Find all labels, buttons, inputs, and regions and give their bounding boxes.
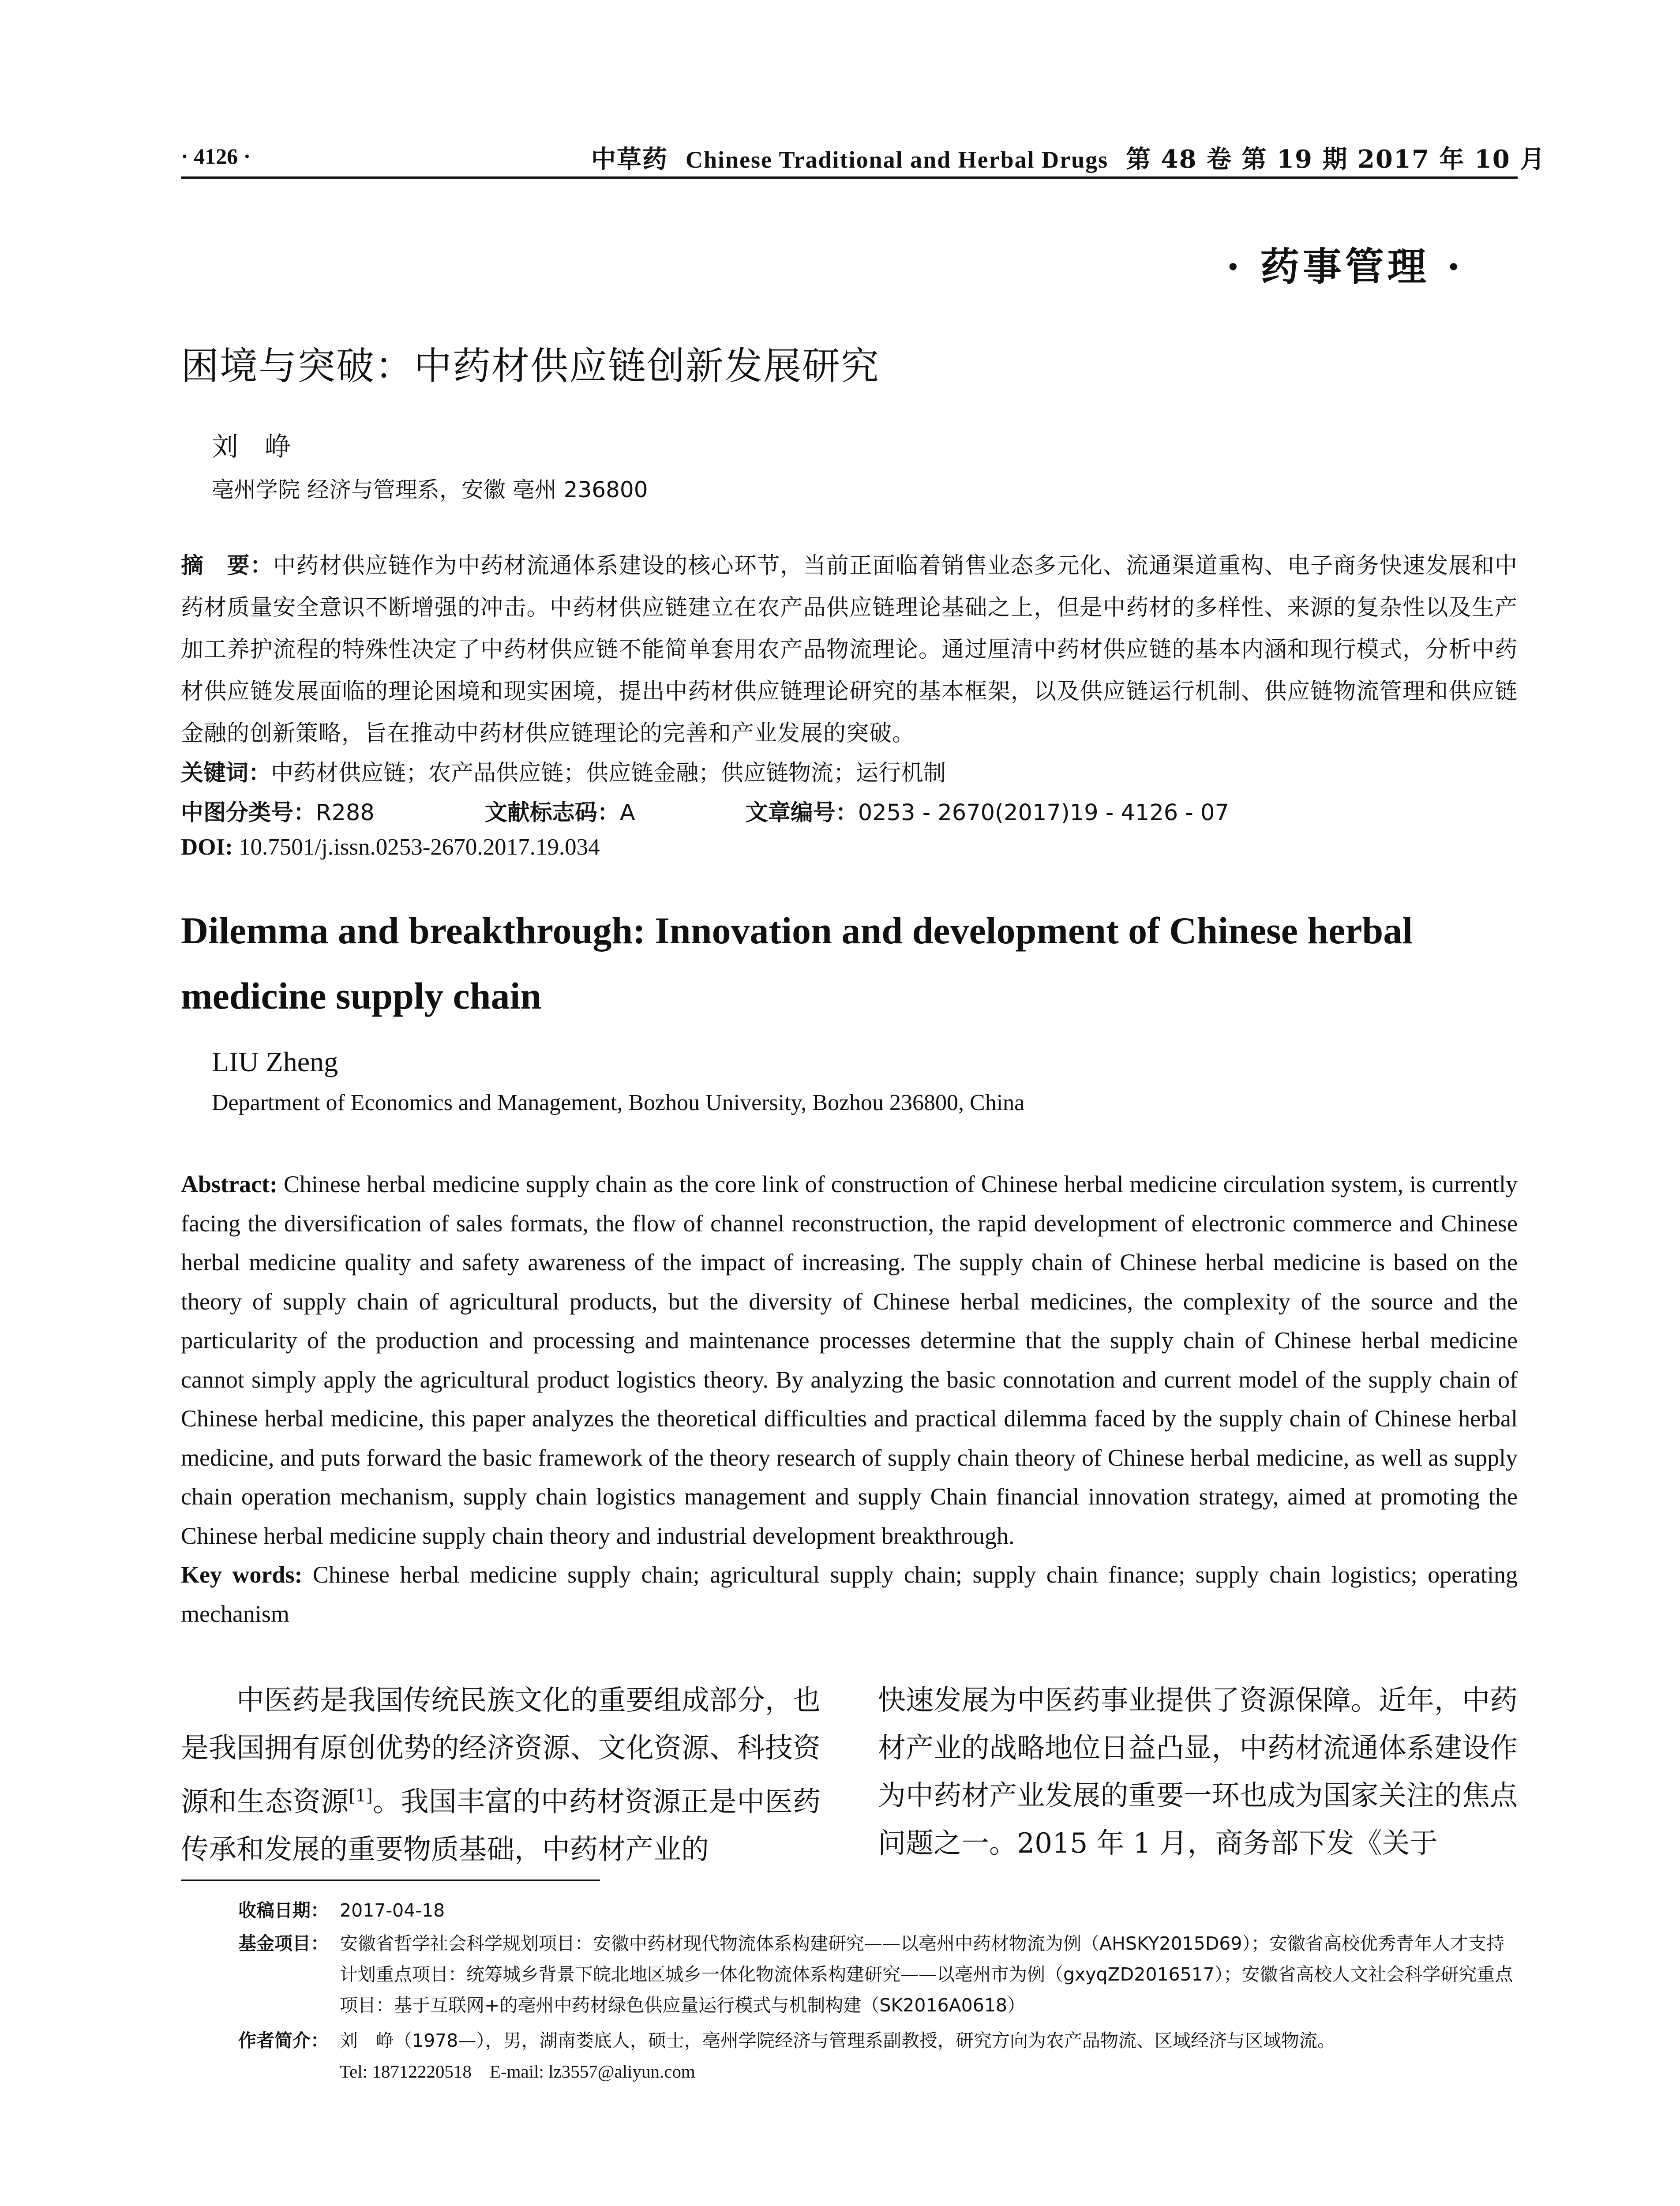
abstract-cn-text: 中药材供应链作为中药材流通体系建设的核心环节，当前正面临着销售业态多元化、流通渠道重构、电子商务快速发展和中药材质量安全意识不断增强的冲击。中药材供应链建立在农产品供应链理论基础之上，但是中药材的多样性、来源的复杂性以及生产加工养护流程的特殊性决定了中药材供应链不能简单套用农产品物流理论。通过厘清中药材供应链的基本内涵和现行模式，分析中药材供应链发展面临的理论困境和现实困境，提出中药材供应链理论研究的基本框架，以及供应链运行机制、供应链物流管理和供应链金融的创新策略，旨在推动中药材供应链理论的完善和产业发展的突破。 bbox=[181, 553, 1518, 747]
abstract-cn bbox=[181, 545, 1518, 754]
footnote-fund bbox=[238, 1928, 1518, 2021]
page-number: · 4126 · bbox=[181, 144, 251, 169]
keywords-cn-text: 中药材供应链；农产品供应链；供应链金融；供应链物流；运行机制 bbox=[271, 760, 946, 786]
keywords-en-text: Chinese herbal medicine supply chain; agricultural supply chain; supply chain finance; supply chain logistics; operating mechanism bbox=[181, 1561, 1518, 1627]
title-cn: 困境与突破：中药材供应链创新发展研究 bbox=[181, 344, 880, 388]
keywords-cn bbox=[181, 754, 946, 787]
citation-ref[interactable]: [1] bbox=[349, 1786, 373, 1805]
journal-name-en: Chinese Traditional and Herbal Drugs bbox=[686, 146, 1109, 173]
abstract-en-label: Abstract: bbox=[181, 1171, 278, 1197]
doi-label: DOI: bbox=[181, 834, 233, 860]
abstract-en bbox=[181, 1165, 1518, 1633]
article-no-label: 文章编号： bbox=[745, 800, 858, 826]
doc-code-label: 文献标志码： bbox=[484, 800, 620, 826]
body-column-right: 快速发展为中医药事业提供了资源保障。近年，中药材产业的战略地位日益凸显，中药材流通体系建设作为中药材产业发展的重要一环也成为国家关注的焦点问题之一。2015 年 1 月，商务部下发《关于 bbox=[878, 1684, 1518, 1859]
fund-text: 安徽省哲学社会科学规划项目：安徽中药材现代物流体系构建研究——以亳州中药材物流为例（AHSKY2015D69）；安徽省高校优秀青年人才支持计划重点项目：统筹城乡背景下皖北地区城乡一体化物流体系构建研究——以亳州市为例（gxyqZD2016517）；安徽省高校人文社会科学研究重点项目：基于互联网+的亳州中药材绿色供应量运行模式与机制构建（SK2016A0618） bbox=[340, 1933, 1513, 2016]
body-column-left bbox=[181, 1677, 821, 1873]
footnote-author bbox=[238, 2025, 1518, 2087]
doi-value: 10.7501/j.issn.0253-2670.2017.19.034 bbox=[232, 834, 600, 860]
journal-name-cn: 中草药 bbox=[591, 145, 668, 174]
author-bio-label: 作者简介： bbox=[238, 2030, 329, 2051]
journal-info bbox=[591, 140, 1545, 175]
section-label: · 药事管理 · bbox=[1226, 244, 1464, 289]
issue-info: 第 48 卷 第 19 期 2017 年 10 月 bbox=[1126, 145, 1546, 174]
keywords-cn-label: 关键词： bbox=[181, 760, 271, 786]
affiliation-en: Department of Economics and Management, Bozhou University, Bozhou 236800, China bbox=[212, 1090, 1025, 1115]
received-date: 2017-04-18 bbox=[340, 1900, 445, 1921]
article-no-value: 0253 - 2670(2017)19 - 4126 - 07 bbox=[858, 800, 1229, 826]
body-left-text-b: 。我国丰富的中药材资源正是中医药传承和发展的重要物质基础，中药材产业的 bbox=[181, 1786, 821, 1865]
footnote-received bbox=[238, 1895, 1518, 1926]
author-bio-text: 刘 峥（1978—），男，湖南娄底人，硕士，亳州学院经济与管理系副教授，研究方向为农产品物流、区域经济与区域物流。 bbox=[340, 2030, 1335, 2051]
classification-line bbox=[181, 794, 1229, 827]
author-en: LIU Zheng bbox=[212, 1046, 338, 1077]
doi-line bbox=[181, 834, 600, 860]
affiliation-cn: 亳州学院 经济与管理系，安徽 亳州 236800 bbox=[212, 477, 648, 503]
doc-code-value: A bbox=[619, 800, 635, 826]
received-label: 收稿日期： bbox=[238, 1900, 329, 1921]
abstract-en-text: Chinese herbal medicine supply chain as the core link of construction of Chinese herbal medicine circulation system, is currently facing the diversification of sales formats, the flow of channel reconstruction, the rapid development of electronic commerce and Chinese herbal medicine quality and safety awareness of the impact of increasing. The supply chain of Chinese herbal medicine is based on the theory of supply chain of agricultural products, but the diversity of Chinese herbal medicines, the complexity of the source and the particularity of the production and processing and maintenance processes determine that the supply chain of Chinese herbal medicine cannot simply apply the agricultural product logistics theory. By analyzing the basic connotation and current model of the supply chain of Chinese herbal medicine, this paper analyzes the theoretical difficulties and practical dilemma faced by the supply chain of Chinese herbal medicine, and puts forward the basic framework of the theory research of supply chain theory of Chinese herbal medicine, as well as supply chain operation mechanism, supply chain logistics management and supply Chain financial innovation strategy, aimed at promoting the Chinese herbal medicine supply chain theory and industrial development breakthrough. bbox=[181, 1171, 1518, 1549]
clc-label: 中图分类号： bbox=[181, 800, 316, 826]
author-cn: 刘峥 bbox=[212, 431, 318, 462]
body-left-text-a: 中医药是我国传统民族文化的重要组成部分，也是我国拥有原创优势的经济资源、文化资源、科技资源和生态资源 bbox=[181, 1684, 821, 1818]
running-header bbox=[181, 135, 1546, 179]
fund-label: 基金项目： bbox=[238, 1933, 329, 1954]
author-contact: Tel: 18712220518 E-mail: lz3557@aliyun.com bbox=[340, 2061, 695, 2082]
keywords-en-label: Key words: bbox=[181, 1561, 303, 1588]
title-en: Dilemma and breakthrough: Innovation and development of Chinese herbal medicine supply chain bbox=[181, 909, 1413, 1017]
clc-value: R288 bbox=[316, 800, 375, 826]
abstract-cn-label: 摘 要： bbox=[181, 553, 273, 579]
footnote-divider bbox=[181, 1880, 600, 1881]
